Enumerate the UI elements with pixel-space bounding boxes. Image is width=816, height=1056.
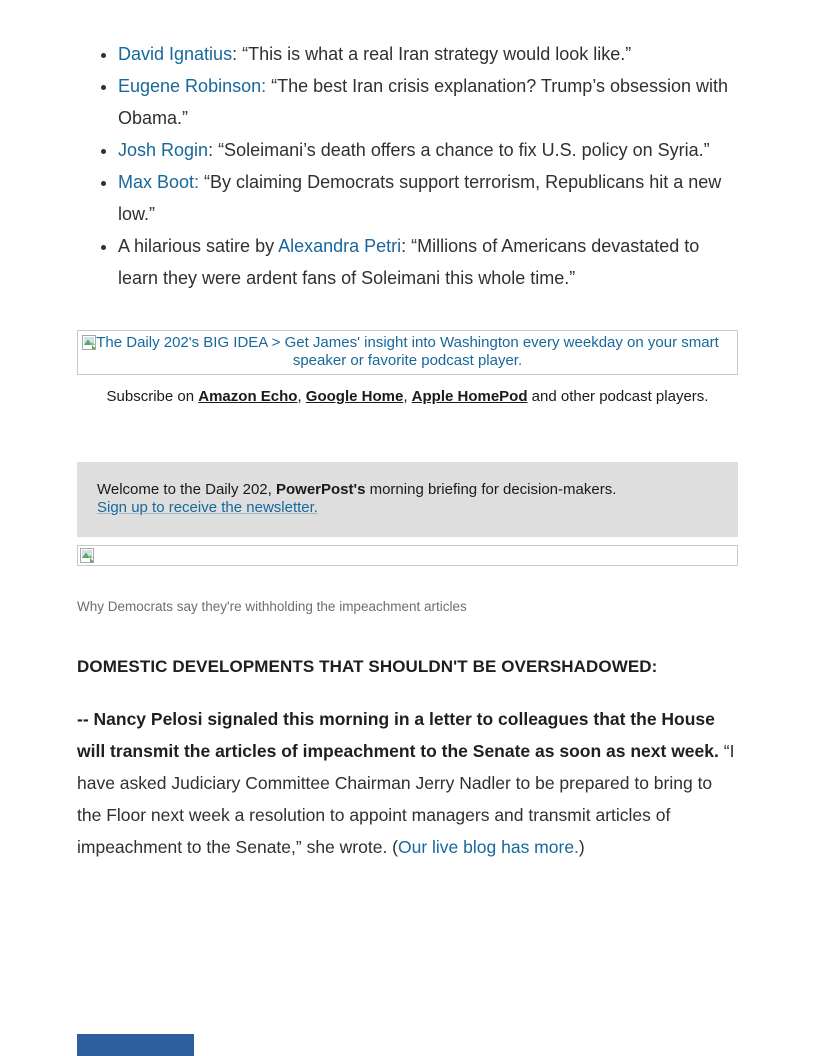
body-paragraph (77, 703, 738, 863)
welcome-banner (77, 462, 738, 537)
list-item-text: : “Soleimani’s death offers a chance to fix U.S. policy on Syria.” (208, 140, 710, 160)
powerpost-label: PowerPost's (275, 481, 366, 498)
author-link-david-ignatius[interactable]: David Ignatius (118, 44, 233, 64)
list-item-text: “The best Iran crisis explanation? Trump’s obsession with Obama.” (118, 76, 729, 128)
list-item (118, 166, 738, 230)
separator: , (297, 388, 306, 405)
list-item (118, 70, 738, 134)
google-home-link[interactable]: Google Home (305, 388, 404, 405)
broken-image-icon (82, 335, 96, 355)
video-caption: Why Democrats say they're withholding the impeachment articles (77, 599, 467, 614)
big-idea-banner[interactable] (77, 330, 738, 375)
author-link-eugene-robinson[interactable]: Eugene Robinson: (118, 76, 267, 96)
section-heading: DOMESTIC DEVELOPMENTS THAT SHOULDN'T BE OVERSHADOWED: (77, 657, 658, 676)
list-item-text: “By claiming Democrats support terrorism, Republicans hit a new low.” (118, 172, 722, 224)
separator: , (403, 388, 412, 405)
list-item-text: : “Millions of Americans devastated to learn they were ardent fans of Soleimani this whole time.” (118, 236, 700, 288)
cutoff-blue-element (77, 1034, 194, 1056)
paragraph-bold-text: -- Nancy Pelosi signaled this morning in a letter to colleagues that the House will transmit the articles of impeachment to the Senate as soon as next week. (77, 709, 719, 761)
subscribe-pre-text: Subscribe on (106, 388, 199, 405)
list-item-pre-text: A hilarious satire by (118, 236, 279, 256)
subscribe-line (77, 388, 738, 406)
welcome-text (97, 481, 718, 499)
author-link-josh-rogin[interactable]: Josh Rogin (118, 140, 209, 160)
list-item (118, 230, 738, 294)
video-placeholder[interactable] (77, 545, 738, 566)
author-link-max-boot[interactable]: Max Boot: (118, 172, 200, 192)
paragraph-regular-text: “I have asked Judiciary Committee Chairman Jerry Nadler to be prepared to bring to the Floor next week a resolution to appoint managers and transmit articles of impeachment to the Senate,” she wrote. ( (77, 741, 735, 857)
subscribe-post-text: and other podcast players. (527, 388, 709, 405)
welcome-pre-text: Welcome to the Daily 202, (97, 481, 276, 498)
list-item (118, 134, 738, 166)
apple-homepod-link[interactable]: Apple HomePod (411, 388, 528, 405)
amazon-echo-link[interactable]: Amazon Echo (198, 388, 298, 405)
paragraph-close-paren: ) (578, 837, 585, 857)
newsletter-signup-link[interactable]: Sign up to receive the newsletter. (97, 499, 318, 516)
oped-links-list (77, 38, 738, 294)
big-idea-banner-text[interactable]: The Daily 202's BIG IDEA > Get James' insight into Washington every weekday on your smart speaker or favorite podcast player. (96, 334, 719, 369)
list-item-text: : “This is what a real Iran strategy would look like.” (232, 44, 632, 64)
welcome-post-text: morning briefing for decision-makers. (365, 481, 617, 498)
live-blog-link[interactable]: Our live blog has more. (398, 837, 579, 857)
list-item (118, 38, 738, 70)
author-link-alexandra-petri[interactable]: Alexandra Petri (278, 236, 402, 256)
article-body (77, 0, 738, 863)
broken-image-icon (80, 548, 94, 568)
